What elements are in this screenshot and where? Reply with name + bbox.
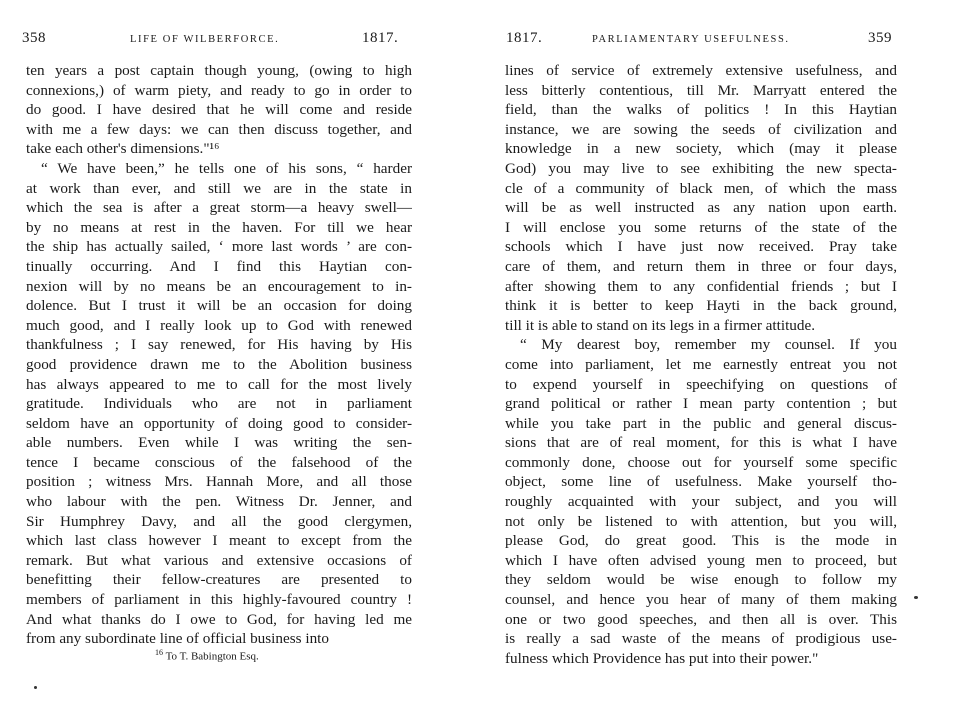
text-line: nexion will by no means be an encouragement to in-: [26, 277, 412, 295]
text-line: seldom have an opportunity of doing good to consider-: [26, 414, 412, 432]
right-page-body: [505, 61, 897, 668]
page-year: 1817.: [362, 30, 399, 46]
text-line: fulness which Providence has put into their power.": [505, 649, 819, 667]
text-line: till it is able to stand on its legs in a firmer attitude.: [505, 316, 816, 334]
text-line: good providence drawn me to the Abolition business: [26, 355, 412, 373]
text-line: they seldom would be wise enough to follow my: [505, 571, 897, 589]
text-line: lines of service of extremely extensive usefulness, and: [505, 62, 897, 79]
text-line: take each other's dimensions."¹⁶: [26, 140, 220, 158]
text-line: knowledge in a new society, which (may it please: [505, 140, 897, 158]
left-page-body: [26, 61, 412, 649]
text-line: God) you may live to see exhibiting the new specta-: [505, 159, 897, 177]
text-line: benefitting their fellow-creatures are presented to: [26, 571, 412, 589]
footnote-text: To T. Babington Esq.: [165, 650, 259, 663]
text-line: not only be listened to with attention, but you will,: [505, 512, 897, 530]
text-line: with me a few days: we can then discuss together, and: [26, 120, 412, 138]
text-line: instance, we are sowing the seeds of civilization and: [505, 120, 897, 138]
text-line: care of them, and return them in three or four days,: [505, 257, 897, 275]
text-line: schools which I have just now received. Pray take: [505, 238, 897, 256]
footnote: [155, 648, 259, 663]
text-line: grand political or rather I mean party contention ; but: [505, 395, 897, 413]
text-line: from any subordinate line of official business into: [26, 630, 329, 648]
text-line: gratitude. Individuals who are not in parliament: [26, 395, 412, 413]
text-line: while you take part in the public and general discus-: [505, 414, 897, 432]
text-line: has always appeared to me to call for the most lively: [26, 375, 412, 393]
text-line: the ship has actually sailed, ‘ more last words ’ are con-: [26, 238, 412, 256]
text-line: position ; witness Mrs. Hannah More, and all those: [26, 473, 412, 491]
text-line: dolence. But I trust it will be an occasion for doing: [26, 297, 412, 315]
text-line: will be as well instructed as any nation upon earth.: [505, 199, 897, 217]
text-line: ten years a post captain though young, (owing to high: [26, 62, 412, 79]
text-line: is really a sad waste of the means of prodigious use-: [505, 630, 897, 648]
text-line: who labour with the pen. Witness Dr. Jenner, and: [26, 493, 412, 511]
text-line: much good, and I really look up to God with renewed: [26, 316, 412, 334]
text-line: Sir Humphrey Davy, and all the good clergymen,: [26, 512, 412, 530]
print-speck: [34, 686, 37, 689]
left-page-header: [22, 30, 414, 52]
text-line: by no means at rest in the haven. For till we hear: [26, 218, 412, 236]
text-line: able numbers. Even while I was writing the sen-: [26, 434, 412, 452]
text-line: object, some line of usefulness. Make yourself tho-: [505, 473, 897, 491]
text-line: remark. But what various and extensive occasions of: [26, 551, 412, 569]
text-line: please God, do great good. This is the mode in: [505, 532, 897, 550]
text-line: which last class however I meant to except from the: [26, 532, 412, 550]
text-line: “ We have been,” he tells one of his sons, “ harder: [41, 159, 412, 177]
text-line: I will enclose you some returns of the state of the: [505, 218, 897, 236]
text-line: which the sea is after a great storm—a heavy swell—: [26, 199, 412, 217]
page-number: 359: [868, 30, 892, 46]
print-speck: [914, 596, 918, 599]
text-line: do good. I have desired that he will come and reside: [26, 101, 412, 119]
text-line: less bitterly contentious, till Mr. Marryatt entered the: [505, 81, 897, 99]
running-title: LIFE OF WILBERFORCE.: [130, 34, 280, 45]
text-line: tinually occurring. And I find this Haytian con-: [26, 257, 412, 275]
footnote-mark: 16: [155, 648, 163, 657]
text-line: roughly acquainted with your subject, and you will: [505, 493, 897, 511]
text-line: thankfulness ; I say renewed, for His having by His: [26, 336, 412, 354]
running-title: PARLIAMENTARY USEFULNESS.: [592, 34, 790, 45]
text-line: one or two good speeches, and then all is over. This: [505, 610, 897, 628]
text-line: field, than the walks of politics ! In this Haytian: [505, 101, 897, 119]
right-page-header: [506, 30, 908, 52]
text-line: counsel, and hence you hear of many of them making: [505, 591, 897, 609]
text-line: think it is better to keep Hayti in the back ground,: [505, 297, 897, 315]
page-number: 358: [22, 30, 46, 46]
text-line: “ My dearest boy, remember my counsel. If you: [520, 336, 897, 354]
text-line: at work than ever, and still we are in the state in: [26, 179, 412, 197]
text-line: to expend yourself in speechifying on questions of: [505, 375, 897, 393]
text-line: tence I became conscious of the falsehood of the: [26, 453, 412, 471]
text-line: after showing them to any confidential friends ; but I: [505, 277, 897, 295]
text-line: come into parliament, let me earnestly entreat you not: [505, 355, 897, 373]
right-page: [490, 0, 980, 705]
text-line: cle of a community of black men, of which the mass: [505, 179, 897, 197]
text-line: commonly done, choose out for yourself some specific: [505, 453, 897, 471]
text-line: sions that are of real moment, for this is what I have: [505, 434, 897, 452]
text-line: members of parliament in this highly-favoured country !: [26, 591, 412, 609]
text-line: which I have often advised young men to proceed, but: [505, 551, 897, 569]
text-line: connexions,) of warm piety, and ready to go in order to: [26, 81, 412, 99]
text-line: And what thanks do I owe to God, for having led me: [26, 610, 412, 628]
page-year: 1817.: [506, 30, 543, 46]
